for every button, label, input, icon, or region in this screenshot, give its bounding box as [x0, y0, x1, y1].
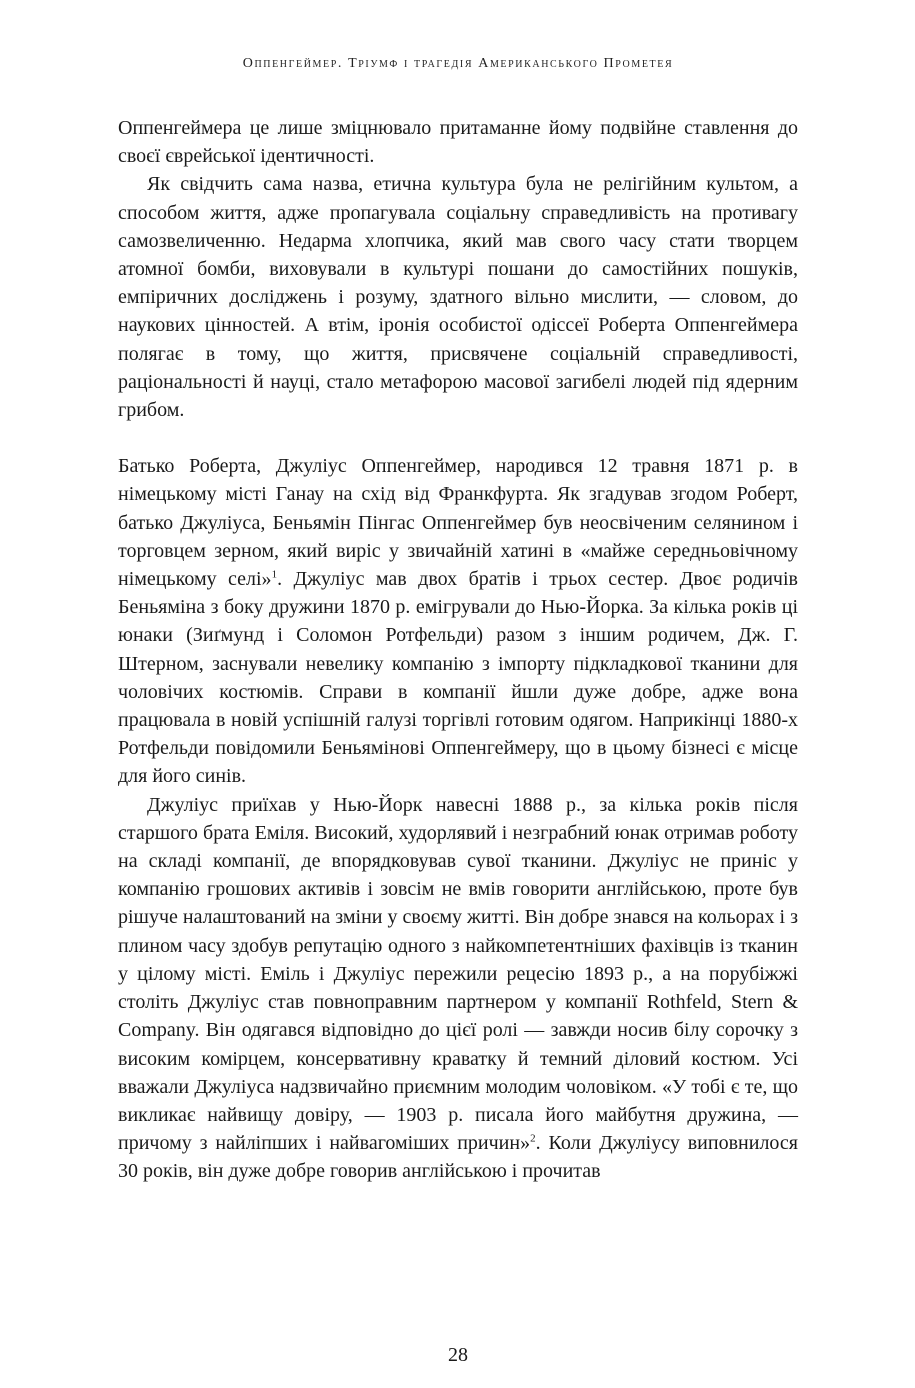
- footnote-marker[interactable]: 1: [271, 568, 278, 581]
- paragraph-text: Джуліус приїхав у Нью-Йорк навесні 1888 р., за кілька років після старшого брата Еміля. Високий, худорлявий і незграбний юнак отримав роботу на складі компанії, де впорядковував сувої тканини. Джуліус не приніс у компанію грошових активів і зовсім не вмів говорити англійською, проте був рішуче налаштований на зміни у своєму житті. Він добре знався на кольорах і з плином часу здобув репутацію одного з найкомпетентніших фахівців із тканин у цілому місті. Еміль і Джуліус пережили рецесію 1893 р., а на порубіжжі століть Джуліус став повноправним партнером у компанії Rothfeld, Stern & Company. Він одягався відповідно до цієї ролі — завжди носив білу сорочку з високим комірцем, консервативну краватку й темний діловий костюм. Усі вважали Джуліуса надзвичайно приємним молодим чоловіком. «У тобі є те, що викликає найвищу довіру, — 1903 р. писала його майбутня дружина, — причому з найліпших і найвагоміших причин»: [118, 793, 798, 1155]
- page-number: 28: [448, 1344, 468, 1366]
- paragraph-continued: Оппенгеймера це лише зміцнювало притаманне йому подвійне ставлення до своєї єврейської ідентичності.: [118, 117, 798, 168]
- paragraph-text: . Джуліус мав двох братів і трьох сестер. Двоє родичів Беньяміна з боку дружини 1870 р. емігрували до Нью-Йорка. За кілька років ці юнаки (Зиґмунд і Соломон Ротфельди) разом з іншим родичем, Дж. Г. Штерном, заснували невелику компанію з імпорту підкладкової тканини для чоловічих костюмів. Справи в компанії йшли дуже добре, адже вона працювала в новій успішній галузі торгівлі готовим одягом. Наприкінці 1880-х Ротфельди повідомили Беньямінові Оппенгеймеру, що в цьому бізнесі є місце для його синів.: [118, 568, 798, 788]
- book-page: [118, 0, 798, 1388]
- paragraph-text: . Коли Джуліусу виповнилося 30 років, він дуже добре говорив англійською і прочитав: [118, 1132, 798, 1183]
- paragraph: [118, 791, 798, 1186]
- footnote-marker[interactable]: 2: [530, 1132, 536, 1145]
- paragraph-text: Батько Роберта, Джуліус Оппенгеймер, народився 12 травня 1871 р. в німецькому місті Ганау на схід від Франкфурта. Як згадував згодом Роберт, батько Джуліуса, Беньямін Пінгас Оппенгеймер був неосвіченим селянином і торговцем зерном, який виріс у звичайній хатині в «майже середньовічному німецькому селі»: [118, 455, 798, 591]
- body-text: [118, 114, 798, 1186]
- running-header: Оппенгеймер. Тріумф і трагедія Американського Прометея: [242, 56, 674, 71]
- paragraph: Як свідчить сама назва, етична культура була не релігійним культом, а способом життя, адже пропагувала соціальну справедливість на противагу самозвеличенню. Недарма хлопчика, який мав свого часу стати творцем атомної бомби, виховували в культурі пошани до самостійних пошуків, емпіричних досліджень і розуму, здатного вільно мислити, — словом, до наукових цінностей. А втім, іронія особистої одіссеї Роберта Оппенгеймера полягає в тому, що життя, присвячене соціальній справедливості, раціональності й науці, стало метафорою масової загибелі людей під ядерним грибом.: [118, 173, 798, 422]
- paragraph-section-start: [118, 452, 798, 790]
